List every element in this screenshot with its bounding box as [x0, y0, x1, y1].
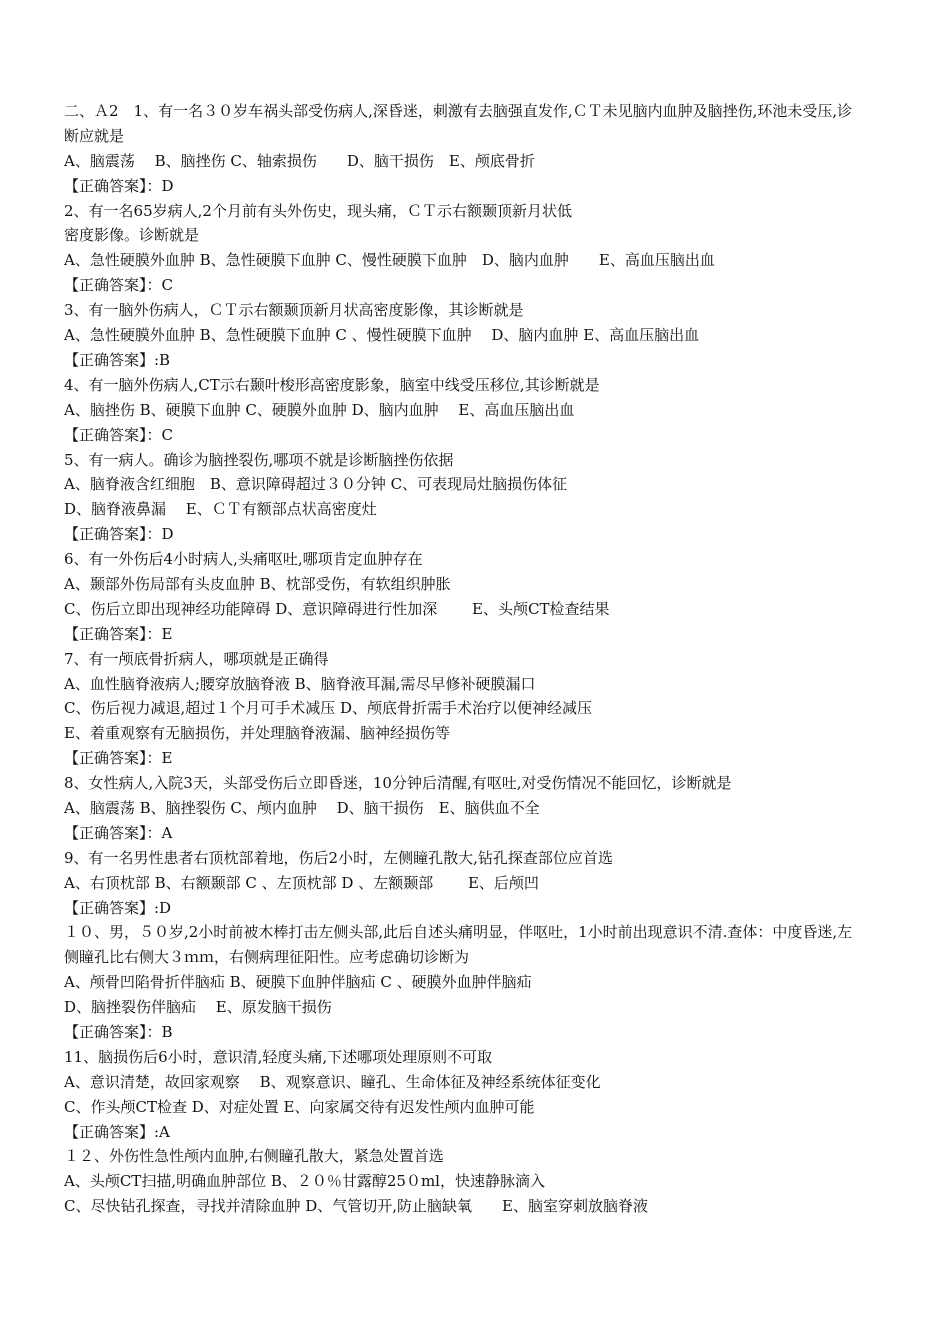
question-8-stem: 8、女性病人,入院3天，头部受伤后立即昏迷，10分钟后清醒,有呕吐,对受伤情况不能回忆，诊断就是 — [64, 774, 732, 793]
question-6-stem: 6、有一外伤后4小时病人,头痛呕吐,哪项肯定血肿存在 — [64, 550, 423, 569]
question-1-stem: 二、Ａ2 1、有一名３０岁车祸头部受伤病人,深昏迷，刺激有去脑强直发作,ＣＴ未见脑内血肿及脑挫伤,环池未受压,诊断应就是 — [64, 102, 853, 145]
question-6-options-1: A、颞部外伤局部有头皮血肿 B、枕部受伤，有软组织肿胀 — [64, 574, 451, 593]
question-2-stem: 2、有一名65岁病人,2个月前有头外伤史，现头痛，ＣＴ示右额颞顶新月状低 — [64, 201, 572, 220]
question-10-stem: １０、男，５０岁,2小时前被木棒打击左侧头部,此后自述头痛明显，伴呕吐，1小时前出现意识不清.查体：中度昏迷,左侧瞳孔比右侧大３ｍｍ，右侧病理征阳性。应考虑确切诊断为 — [64, 923, 853, 967]
question-2-options: A、急性硬膜外血肿 B、急性硬膜下血肿 C、慢性硬膜下血肿 D、脑内血肿 E、高血压脑出血 — [64, 251, 715, 270]
question-9-stem: 9、有一名男性患者右顶枕部着地，伤后2小时，左侧瞳孔散大,钻孔探查部位应首选 — [64, 848, 613, 867]
question-1-answer: 【正确答案】：D — [64, 176, 174, 195]
question-3-stem: 3、有一脑外伤病人，ＣＴ示右额颞顶新月状高密度影像，其诊断就是 — [64, 301, 524, 320]
question-8-options: A、脑震荡 B、脑挫裂伤 C、颅内血肿 D、脑干损伤 E、脑供血不全 — [64, 798, 540, 817]
question-7-answer: 【正确答案】：E — [64, 749, 173, 768]
question-10-options-2: D、脑挫裂伤伴脑疝 E、原发脑干损伤 — [64, 998, 332, 1017]
question-6-answer: 【正确答案】：E — [64, 624, 173, 643]
question-9-options: A、右顶枕部 B、右额颞部 C 、左顶枕部 D 、左额颞部 E、后颅凹 — [64, 873, 539, 892]
question-11-stem: 11、脑损伤后6小时，意识清,轻度头痛,下述哪项处理原则不可取 — [64, 1047, 493, 1066]
question-3-options: A、急性硬膜外血肿 B、急性硬膜下血肿 C 、慢性硬膜下血肿 D、脑内血肿 E、高血压脑出血 — [64, 326, 700, 345]
question-5-answer: 【正确答案】：D — [64, 525, 174, 544]
question-9-answer: 【正确答案】:D — [64, 898, 172, 917]
question-12-stem: １２、外伤性急性颅内血肿,右侧瞳孔散大，紧急处置首选 — [64, 1147, 444, 1166]
question-11-options-1: A、意识清楚，故回家观察 B、观察意识、瞳孔、生命体征及神经系统体征变化 — [64, 1072, 601, 1091]
question-4-stem: 4、有一脑外伤病人,CT示右颞叶梭形高密度影象，脑室中线受压移位,其诊断就是 — [64, 375, 600, 394]
question-4-answer: 【正确答案】：C — [64, 425, 173, 444]
question-7-options-3: E、着重观察有无脑损伤，并处理脑脊液漏、脑神经损伤等 — [64, 724, 450, 743]
question-3-answer: 【正确答案】:B — [64, 350, 171, 369]
question-2-stem-continued: 密度影像。诊断就是 — [64, 226, 200, 245]
question-5-options-1: A、脑脊液含红细胞 B、意识障碍超过３０分钟 C、可表现局灶脑损伤体征 — [64, 475, 568, 494]
question-12-options-1: A、头颅CT扫描,明确血肿部位 B、２０％甘露醇25０ml，快速静脉滴入 — [64, 1172, 545, 1191]
question-11-answer: 【正确答案】:A — [64, 1122, 170, 1141]
question-5-stem: 5、有一病人。确诊为脑挫裂伤,哪项不就是诊断脑挫伤依据 — [64, 450, 454, 469]
question-7-options-2: C、伤后视力减退,超过１个月可手术减压 D、颅底骨折需手术治疗以便神经减压 — [64, 699, 593, 718]
question-4-options: A、脑挫伤 B、硬膜下血肿 C、硬膜外血肿 D、脑内血肿 E、高血压脑出血 — [64, 400, 575, 419]
question-10-answer: 【正确答案】：B — [64, 1023, 173, 1042]
question-6-options-2: C、伤后立即出现神经功能障碍 D、意识障碍进行性加深 E、头颅CT检查结果 — [64, 599, 610, 618]
question-11-options-2: C、作头颅CT检查 D、对症处置 E、向家属交待有迟发性颅内血肿可能 — [64, 1097, 535, 1116]
question-7-options-1: A、血性脑脊液病人;腰穿放脑脊液 B、脑脊液耳漏,需尽早修补硬膜漏口 — [64, 674, 536, 693]
question-1-options: A、脑震荡 B、脑挫伤 C、轴索损伤 D、脑干损伤 E、颅底骨折 — [64, 151, 535, 170]
question-7-stem: 7、有一颅底骨折病人，哪项就是正确得 — [64, 649, 329, 668]
question-12-options-2: C、尽快钻孔探查，寻找并清除血肿 D、气管切开,防止脑缺氧 E、脑室穿刺放脑脊液 — [64, 1197, 648, 1216]
question-8-answer: 【正确答案】：A — [64, 823, 173, 842]
question-10-options-1: A、颅骨凹陷骨折伴脑疝 B、硬膜下血肿伴脑疝 C 、硬膜外血肿伴脑疝 — [64, 973, 532, 992]
question-5-options-2: D、脑脊液鼻漏 E、ＣＴ有额部点状高密度灶 — [64, 500, 377, 519]
question-list — [64, 99, 864, 1219]
question-2-answer: 【正确答案】：C — [64, 276, 173, 295]
